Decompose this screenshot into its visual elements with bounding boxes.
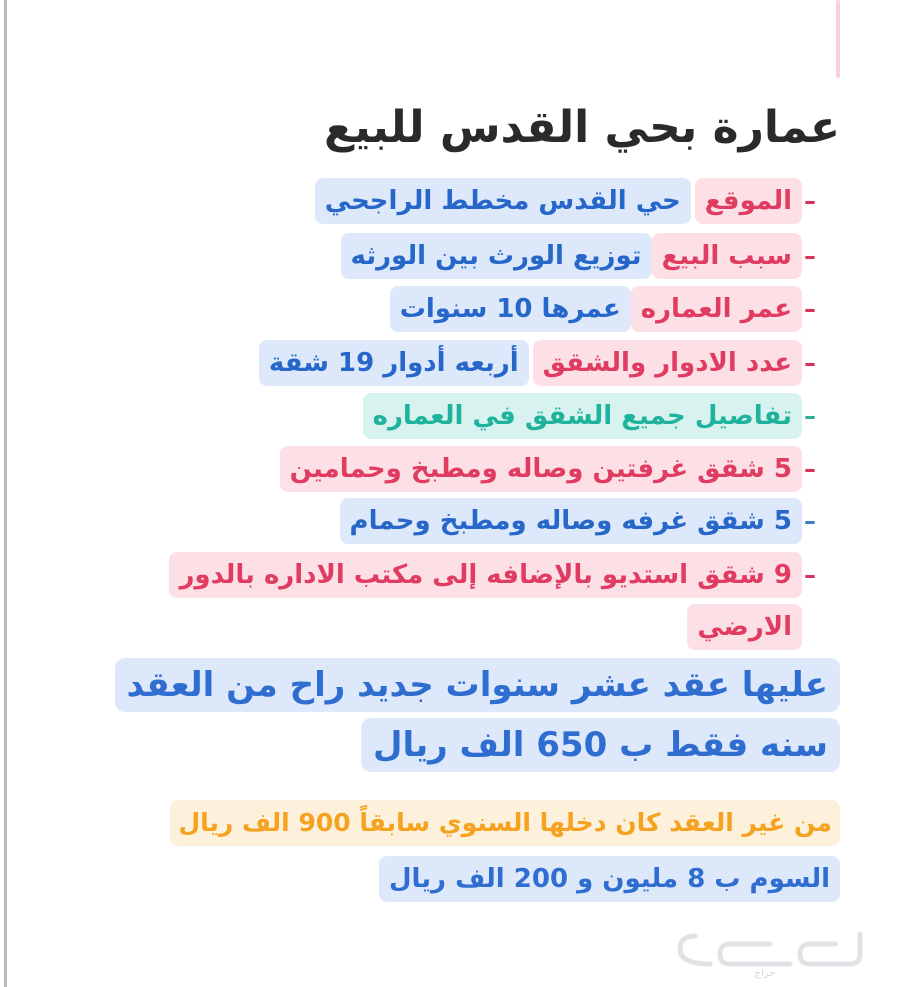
bullet-dash: –: [804, 561, 816, 589]
previous-income: من غير العقد كان دخلها السنوي سابقاً 900 الف ريال: [170, 800, 840, 846]
watermark-stroke: [720, 944, 790, 964]
detail-value: أربعه أدوار 19 شقة: [259, 340, 529, 386]
asking-price: السوم ب 8 مليون و 200 الف ريال: [379, 856, 840, 902]
detail-row-location: [315, 178, 802, 224]
bullet-dash: –: [804, 507, 816, 535]
watermark-stroke: [680, 936, 710, 964]
detail-label: عدد الادوار والشقق: [533, 340, 802, 386]
detail-value: توزيع الورث بين الورثه: [341, 233, 652, 279]
apartment-type-continued: الارضي: [687, 604, 802, 650]
bullet-dash: –: [804, 402, 816, 430]
apartment-type: 5 شقق غرفه وصاله ومطبخ وحمام: [340, 498, 802, 544]
watermark-text: حراج: [754, 968, 776, 979]
bullet-dash: –: [804, 187, 816, 215]
apartment-type: 9 شقق استديو بالإضافه إلى مكتب الاداره بالدور: [169, 552, 802, 598]
detail-row-floors: [259, 340, 802, 386]
bullet-dash: –: [804, 295, 816, 323]
detail-value: عمرها 10 سنوات: [390, 286, 631, 332]
apartment-row: [169, 552, 802, 598]
apartments-header: تفاصيل جميع الشقق في العماره: [363, 393, 802, 439]
detail-label: عمر العماره: [631, 286, 802, 332]
contract-line: سنه فقط ب 650 الف ريال: [361, 718, 840, 772]
apartment-row: [340, 498, 802, 544]
watermark-stroke: [810, 934, 860, 964]
apartment-row: [280, 446, 802, 492]
watermark-stroke: [800, 944, 835, 964]
detail-value: حي القدس مخطط الراجحي: [315, 178, 691, 224]
bullet-dash: –: [804, 242, 816, 270]
detail-row-age: [390, 286, 802, 332]
apartments-header-row: [363, 393, 802, 439]
detail-row-reason: [341, 233, 802, 279]
apartment-row-continued: [687, 604, 802, 650]
contract-line: عليها عقد عشر سنوات جديد راح من العقد: [115, 658, 840, 712]
detail-label: سبب البيع: [652, 233, 802, 279]
haraj-watermark: [660, 924, 870, 980]
apartment-type: 5 شقق غرفتين وصاله ومطبخ وحمامين: [280, 446, 802, 492]
bullet-dash: –: [804, 349, 816, 377]
bullet-dash: –: [804, 455, 816, 483]
detail-label: الموقع: [695, 178, 802, 224]
listing-title: عمارة بحي القدس للبيع: [324, 102, 840, 153]
